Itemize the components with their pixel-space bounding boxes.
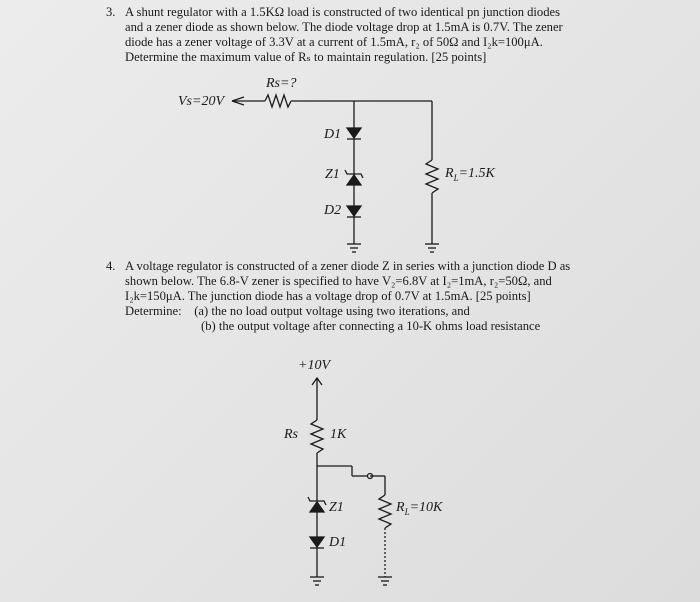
problem-4-line-1: A voltage regulator is constructed of a zener diode Z in series with a junction diode D as xyxy=(125,259,571,273)
problem-4-line-4: Determine: (a) the no load output voltage using two iterations, and xyxy=(125,304,470,318)
problem-4-number: 4. xyxy=(106,259,116,273)
p4-z1-label: Z1 xyxy=(329,500,344,515)
p4-rl-symbol: R xyxy=(396,500,405,515)
problem-3-line-1: A shunt regulator with a 1.5KΩ load is constructed of two identical pn junction diodes xyxy=(125,5,561,19)
p3-vs-label: Vs=20V xyxy=(178,94,224,109)
problem-4-line-5: (b) the output voltage after connecting a 10-K ohms load resistance xyxy=(201,319,541,333)
p4-supply-label: +10V xyxy=(298,358,330,373)
p3-rl-subscript: L xyxy=(453,172,459,183)
p3-rl-symbol: R xyxy=(445,166,454,181)
problem-3-line-2: and a zener diode as shown below. The diode voltage drop at 1.5mA is 0.7V. The zener xyxy=(125,20,563,34)
problem-4-line-3: I₂k=150μA. The junction diode has a voltage drop of 0.7V at 1.5mA. [25 points] xyxy=(125,289,531,303)
p4-rl-subscript: L xyxy=(404,506,410,517)
p3-d1-label: D1 xyxy=(324,127,342,142)
problem-3-line-4: Determine the maximum value of Rₛ to maintain regulation. [25 points] xyxy=(125,50,487,64)
p3-d2-label: D2 xyxy=(324,203,342,218)
p4-diode-symbol xyxy=(310,537,324,548)
p4-rs-value: 1K xyxy=(330,427,347,442)
problem-3-line-3: diode has a zener voltage of 3.3V at a current of 1.5mA, r₂ of 50Ω and I₂k=100μA. xyxy=(125,35,543,49)
p3-z1-label: Z1 xyxy=(325,167,340,182)
p4-d1-label: D1 xyxy=(329,535,347,550)
problem-4-line-2: shown below. The 6.8-V zener is specified to have V₂=6.8V at I₂=1mA, r₂=50Ω, and xyxy=(125,274,552,288)
problem-3-number: 3. xyxy=(106,5,116,19)
p3-rl-value: =1.5K xyxy=(458,166,495,181)
p3-rs-label: Rs=? xyxy=(266,76,297,91)
p4-rl-label xyxy=(396,500,442,517)
p4-rl-value: =10K xyxy=(409,500,443,515)
p4-rs-label: Rs xyxy=(284,427,298,442)
